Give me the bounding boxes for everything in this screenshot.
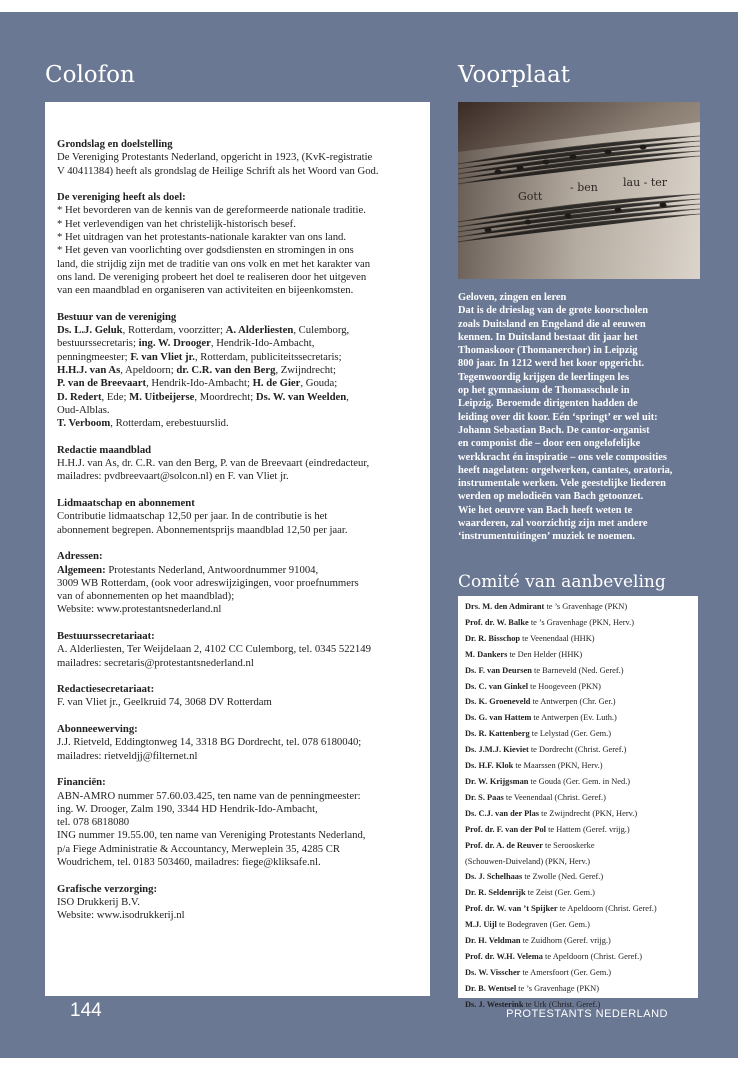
colofon-text: , bbox=[346, 390, 349, 403]
member-location: te Apeldoorn (Christ. Geref.) bbox=[557, 904, 657, 914]
member-location: te Bodegraven (Ger. Gem.) bbox=[496, 920, 590, 930]
member-name: Drs. M. den Admirant bbox=[465, 602, 545, 611]
member-location: te Hoogeveen (PKN) bbox=[528, 681, 601, 691]
member-name: Dr. W. Krijgsman bbox=[465, 776, 529, 786]
comite-member bbox=[465, 949, 694, 965]
colofon-text: Website: www.protestantsnederland.nl bbox=[57, 603, 222, 616]
colofon-text: A. Alderliesten bbox=[225, 324, 294, 337]
colofon-text: , Rotterdam, voorzitter; bbox=[122, 324, 226, 337]
colofon-line bbox=[57, 391, 419, 404]
colofon-text: 3009 WB Rotterdam, (ook voor adreswijzigingen, voor proefnummers bbox=[57, 576, 359, 589]
colofon-line bbox=[57, 909, 419, 922]
colofon-text: , Rotterdam, publiciteitssecretaris; bbox=[194, 350, 342, 363]
voorplaat-line: Leipzig. Beroemde dirigenten hadden de bbox=[458, 398, 638, 410]
comite-member bbox=[465, 631, 694, 647]
colofon-text: ing. W. Drooger, Zalm 190, 3344 HD Hendrik-Ido-Ambacht, bbox=[57, 802, 318, 815]
member-location: te Amersfoort (Ger. Gem.) bbox=[520, 967, 612, 977]
colofon-line bbox=[57, 284, 419, 297]
colofon-section bbox=[57, 550, 419, 616]
voorplaat-line: op het gymnasium de Thomasschule in bbox=[458, 385, 630, 397]
member-location: te Antwerpen (Ev. Luth.) bbox=[531, 713, 617, 723]
member-name: Prof. dr. F. van der Pol bbox=[465, 824, 546, 834]
member-name: Ds. J. Westerink bbox=[465, 999, 524, 1009]
voorplaat-line: Thomaskoor (Thomanerchor) in Leipzig bbox=[458, 345, 638, 357]
member-location: te Apeldoorn (Christ. Geref.) bbox=[542, 951, 643, 961]
voorplaat-line: kennen. In Duitsland bestaat dit jaar het bbox=[458, 331, 638, 343]
colofon-text: H.H.J. van As, dr. C.R. van den Berg, P. van de Breevaart (eindredacteur, bbox=[57, 457, 370, 470]
colofon-section-title: De vereniging heeft als doel: bbox=[57, 191, 186, 204]
colofon-text: Contributie lidmaatschap 12,50 per jaar. In de contributie is het bbox=[57, 510, 328, 523]
colofon-line bbox=[57, 417, 419, 430]
voorplaat-line: 800 jaar. In 1212 werd het koor opgericht. bbox=[458, 358, 645, 370]
colofon-text: mailadres: secretaris@protestantsnederland.nl bbox=[57, 656, 254, 669]
page-number: 144 bbox=[70, 1000, 102, 1021]
voorplaat-line: Johann Sebastian Bach. De cantor-organist bbox=[458, 424, 650, 436]
member-location: te Antwerpen (Chr. Ger.) bbox=[530, 697, 616, 707]
colofon-text: * Het verlevendigen van het christelijk-historisch besef. bbox=[57, 217, 296, 230]
member-location: te Gouda (Ger. Gem. in Ned.) bbox=[528, 776, 631, 786]
colofon-text: , Rotterdam, erebestuurslid. bbox=[110, 417, 229, 430]
colofon-line bbox=[57, 790, 419, 803]
colofon-section-title: Redactiesecretariaat: bbox=[57, 683, 155, 696]
comite-member bbox=[465, 854, 694, 870]
colofon-text: tel. 078 6818080 bbox=[57, 816, 130, 829]
colofon-text: ons land. De vereniging probeert het doel te realiseren door het uitgeven bbox=[57, 270, 367, 283]
voorplaat-line: en componist die – door een ongelofelijke bbox=[458, 438, 641, 450]
member-name: Ds. C.J. van der Plas bbox=[465, 808, 540, 818]
voorplaat-line: werkkracht én inspiratie – ons vele composities bbox=[458, 451, 667, 463]
voorplaat-line: ‘instrumentuitingen’ muziek te noemen. bbox=[458, 531, 636, 543]
colofon-text: * Het uitdragen van het protestants-nationale karakter van ons land. bbox=[57, 231, 347, 244]
voorplaat-line: Dat is de drieslag van de grote koorscholen bbox=[458, 305, 649, 317]
member-name: Dr. S. Paas bbox=[465, 792, 504, 802]
comite-member bbox=[465, 869, 694, 885]
member-name: Ds. W. Visscher bbox=[465, 967, 521, 977]
colofon-text: A. Alderliesten, Ter Weijdelaan 2, 4102 CC Culemborg, tel. 0345 522149 bbox=[57, 643, 371, 656]
member-name: Ds. J. Schelhaas bbox=[465, 872, 523, 882]
comite-member bbox=[465, 647, 694, 663]
colofon-line bbox=[57, 577, 419, 590]
colofon-text: Woudrichem, tel. 0183 503460, mailadres: fiege@kliksafe.nl. bbox=[57, 856, 321, 869]
colofon-section-title: Redactie maandblad bbox=[57, 443, 152, 456]
comite-member bbox=[465, 710, 694, 726]
comite-member bbox=[465, 726, 694, 742]
colofon-text: mailadres: rietveldjj@filternet.nl bbox=[57, 749, 198, 762]
colofon-text: bestuurssecretaris; bbox=[57, 337, 139, 350]
colofon-text: Website: www.isodrukkerij.nl bbox=[57, 909, 185, 922]
footer-label: PROTESTANTS NEDERLAND bbox=[506, 1008, 668, 1020]
colofon-line bbox=[57, 750, 419, 763]
voorplaat-line: Wie het oeuvre van Bach heeft weten te bbox=[458, 504, 633, 516]
comite-list bbox=[458, 596, 698, 1009]
magazine-page bbox=[0, 12, 738, 1058]
colofon-line bbox=[57, 271, 419, 284]
colofon-text: J.J. Rietveld, Eddingtonweg 14, 3318 BG Dordrecht, tel. 078 6180040; bbox=[57, 736, 362, 749]
voorplaat-line: instrumentale werken. Vele geestelijke liederen bbox=[458, 478, 666, 490]
voorplaat-line: waarderen, zal voorzichtig zijn met andere bbox=[458, 518, 648, 530]
lyric-gott: Gott bbox=[518, 190, 543, 203]
member-location: te Zwijndrecht (PKN, Herv.) bbox=[539, 808, 638, 818]
member-location: te Veenendaal (Christ. Geref.) bbox=[503, 792, 606, 802]
colofon-line bbox=[57, 377, 419, 390]
member-name: Prof. dr. W.H. Velema bbox=[465, 951, 543, 961]
colofon-text: , Culemborg, bbox=[293, 324, 350, 337]
comite-member bbox=[465, 822, 694, 838]
comite-member bbox=[465, 663, 694, 679]
member-location: te Den Helder (HHK) bbox=[507, 649, 583, 659]
member-name: Prof. dr. W. van ’t Spijker bbox=[465, 904, 558, 914]
comite-member bbox=[465, 774, 694, 790]
colofon-line bbox=[57, 324, 419, 337]
colofon-text: Ds. W. van Weelden bbox=[255, 390, 347, 403]
comite-member bbox=[465, 742, 694, 758]
colofon-text: T. Verboom bbox=[57, 417, 111, 430]
comite-heading: Comité van aanbeveling bbox=[458, 572, 666, 592]
voorplaat-line: Geloven, zingen en leren bbox=[458, 292, 567, 303]
colofon-section bbox=[57, 497, 419, 537]
member-location: te Barneveld (Ned. Geref.) bbox=[531, 665, 624, 675]
member-name: Ds. G. van Hattem bbox=[465, 713, 532, 723]
colofon-line bbox=[57, 470, 419, 483]
colofon-heading: Colofon bbox=[45, 62, 135, 88]
colofon-section bbox=[57, 138, 419, 178]
colofon-text: van een maandblad en organiseren van activiteiten en bijeenkomsten. bbox=[57, 284, 354, 297]
voorplaat-line: Tegenwoordig krijgen de leerlingen les bbox=[458, 371, 630, 383]
colofon-section bbox=[57, 683, 419, 710]
member-location: te Lelystad (Ger. Gem.) bbox=[529, 729, 612, 739]
comite-member bbox=[465, 806, 694, 822]
colofon-line bbox=[57, 643, 419, 656]
colofon-text: ING nummer 19.55.00, ten name van Vereniging Protestants Nederland, bbox=[57, 829, 366, 842]
colofon-text: ABN-AMRO nummer 57.60.03.425, ten name van de penningmeester: bbox=[57, 789, 361, 802]
comite-member bbox=[465, 981, 694, 997]
colofon-text: abonnement begrepen. Abonnementsprijs maandblad 12,50 per jaar. bbox=[57, 523, 348, 536]
colofon-section-title: Grondslag en doelstelling bbox=[57, 138, 173, 150]
colofon-line bbox=[57, 843, 419, 856]
colofon-text: V 40411384) heeft als grondslag de Heilige Schrift als het Woord van God. bbox=[57, 164, 379, 177]
colofon-section bbox=[57, 444, 419, 484]
member-name: Ds. K. Groeneveld bbox=[465, 697, 531, 707]
colofon-line bbox=[57, 829, 419, 842]
colofon-text: , Hendrik-Ido-Ambacht, bbox=[210, 337, 315, 350]
member-location: te ’s Gravenhage (PKN) bbox=[516, 983, 599, 993]
member-name: Dr. B. Wentsel bbox=[465, 983, 517, 993]
member-location: te Hattem (Geref. vrijg.) bbox=[545, 824, 630, 834]
colofon-text: * Het bevorderen van de kennis van de gereformeerde nationale traditie. bbox=[57, 204, 366, 217]
colofon-line bbox=[57, 856, 419, 869]
comite-member bbox=[465, 679, 694, 695]
colofon-section-title: Grafische verzorging: bbox=[57, 882, 158, 895]
colofon-text: dr. C.R. van den Berg bbox=[176, 364, 276, 377]
colofon-section bbox=[57, 883, 419, 923]
member-location: te Serooskerke bbox=[542, 840, 595, 850]
colofon-section-title: Abonneewerving: bbox=[57, 723, 138, 736]
colofon-text: ing. W. Drooger bbox=[138, 337, 211, 350]
colofon-section-title: Adressen: bbox=[57, 550, 103, 563]
colofon-section-title: Lidmaatschap en abonnement bbox=[57, 497, 195, 510]
colofon-text: van of abonnementen op het maandblad); bbox=[57, 590, 235, 603]
colofon-section bbox=[57, 311, 419, 431]
member-location: te Zeist (Ger. Gem.) bbox=[525, 888, 595, 898]
comite-member bbox=[465, 790, 694, 806]
comite-member bbox=[465, 615, 694, 631]
colofon-section-title: Bestuurssecretariaat: bbox=[57, 629, 155, 642]
lyric-lauter: lau - ter bbox=[623, 176, 668, 189]
comite-member bbox=[465, 758, 694, 774]
colofon-text: , Hendrik-Ido-Ambacht; bbox=[146, 377, 253, 390]
colofon-text: Algemeen: bbox=[57, 563, 106, 576]
colofon-section bbox=[57, 723, 419, 763]
colofon-text: D. Redert bbox=[57, 390, 102, 403]
colofon-line bbox=[57, 590, 419, 603]
colofon-text: De Vereniging Protestants Nederland, opgericht in 1923, (KvK-registratie bbox=[57, 151, 373, 164]
comite-member bbox=[465, 694, 694, 710]
colofon-line bbox=[57, 231, 419, 244]
colofon-line bbox=[57, 218, 419, 231]
member-location: te Dordrecht (Christ. Geref.) bbox=[528, 745, 627, 755]
colofon-text: M. Uitbeijerse bbox=[129, 390, 195, 403]
member-location: te Veenendaal (HHK) bbox=[520, 633, 595, 643]
colofon-line bbox=[57, 165, 419, 178]
colofon-line bbox=[57, 736, 419, 749]
member-name: Prof. dr. A. de Reuver bbox=[465, 840, 543, 850]
colofon-line bbox=[57, 603, 419, 616]
colofon-line bbox=[57, 244, 419, 257]
comite-member bbox=[465, 933, 694, 949]
colofon-text: , Gouda; bbox=[300, 377, 338, 390]
colofon-text: ISO Drukkerij B.V. bbox=[57, 895, 140, 908]
lyric-ben: - ben bbox=[570, 181, 598, 194]
member-location: te ’s Gravenhage (PKN, Herv.) bbox=[528, 617, 635, 627]
colofon-section-title: Bestuur van de vereniging bbox=[57, 310, 177, 323]
colofon-panel bbox=[45, 102, 430, 996]
colofon-line bbox=[57, 524, 419, 537]
colofon-line bbox=[57, 204, 419, 217]
colofon-line bbox=[57, 457, 419, 470]
colofon-text: p/a Fiege Administratie & Accountancy, Merweplein 35, 4285 CR bbox=[57, 842, 341, 855]
member-location: (Schouwen-Duiveland) (PKN, Herv.) bbox=[465, 856, 591, 866]
voorplaat-heading: Voorplaat bbox=[458, 62, 570, 88]
colofon-line bbox=[57, 351, 419, 364]
member-name: Ds. H.F. Klok bbox=[465, 761, 514, 771]
colofon-text: P. van de Breevaart bbox=[57, 377, 147, 390]
member-name: Ds. C. van Ginkel bbox=[465, 681, 529, 691]
colofon-section bbox=[57, 191, 419, 297]
comite-member bbox=[465, 838, 694, 854]
member-location: te Maarssen (PKN, Herv.) bbox=[513, 761, 603, 771]
voorplaat-description bbox=[458, 291, 708, 544]
colofon-text: land, die strijdig zijn met de traditie van ons volk en met het karakter van bbox=[57, 257, 371, 270]
colofon-text: penningmeester; bbox=[57, 350, 131, 363]
comite-member bbox=[465, 901, 694, 917]
colofon-text: , Apeldoorn; bbox=[120, 364, 177, 377]
colofon-line bbox=[57, 816, 419, 829]
member-location: te Zwolle (Ned. Geref.) bbox=[522, 872, 604, 882]
colofon-line bbox=[57, 364, 419, 377]
voorplaat-line: leiding over dit koor. Eén ‘springt’ er wel uit: bbox=[458, 411, 658, 423]
colofon-text: Protestants Nederland, Antwoordnummer 91004, bbox=[105, 563, 319, 576]
cover-photo-sheet-music bbox=[458, 102, 700, 279]
colofon-text: H.H.J. van As bbox=[57, 364, 121, 377]
colofon-text: F. van Vliet jr., Geelkruid 74, 3068 DV Rotterdam bbox=[57, 696, 272, 709]
colofon-section-title: Financiën: bbox=[57, 776, 106, 789]
member-name: Prof. dr. W. Balke bbox=[465, 617, 529, 627]
member-name: Ds. R. Kattenberg bbox=[465, 729, 530, 739]
voorplaat-line: werden op melodieën van Bach getoonzet. bbox=[458, 491, 644, 503]
colofon-text: F. van Vliet jr. bbox=[130, 350, 195, 363]
colofon-text: Oud-Alblas. bbox=[57, 403, 110, 416]
member-name: M.J. Uijl bbox=[465, 920, 497, 930]
member-name: Dr. H. Veldman bbox=[465, 936, 521, 946]
colofon-line bbox=[57, 510, 419, 523]
member-location: te ’s Gravenhage (PKN) bbox=[544, 602, 628, 611]
colofon-line bbox=[57, 404, 419, 417]
colofon-text: Ds. L.J. Geluk bbox=[57, 324, 123, 337]
colofon-section bbox=[57, 776, 419, 869]
comite-member bbox=[465, 599, 694, 615]
member-name: M. Dankers bbox=[465, 649, 508, 659]
colofon-line bbox=[57, 258, 419, 271]
member-location: te Zuidhorn (Geref. vrijg.) bbox=[520, 936, 611, 946]
colofon-text: , Moordrecht; bbox=[194, 390, 256, 403]
member-location: te Urk (Christ. Geref.) bbox=[523, 999, 601, 1009]
member-name: Dr. R. Seldenrijk bbox=[465, 888, 526, 898]
comite-member bbox=[465, 885, 694, 901]
colofon-line bbox=[57, 803, 419, 816]
colofon-text: * Het geven van voorlichting over godsdiensten en stromingen in ons bbox=[57, 244, 354, 257]
colofon-line bbox=[57, 657, 419, 670]
colofon-line bbox=[57, 151, 419, 164]
colofon-line bbox=[57, 896, 419, 909]
sheet-music-illustration bbox=[458, 102, 700, 279]
colofon-text: mailadres: pvdbreevaart@solcon.nl) en F. van Vliet jr. bbox=[57, 470, 289, 483]
voorplaat-line: zoals Duitsland en Engeland die al eeuwen bbox=[458, 318, 646, 330]
voorplaat-line: heeft nagelaten: orgelwerken, cantates, oratoria, bbox=[458, 464, 673, 476]
colofon-line bbox=[57, 564, 419, 577]
colofon-section bbox=[57, 630, 419, 670]
member-name: Ds. J.M.J. Kieviet bbox=[465, 745, 529, 755]
colofon-text: H. de Gier bbox=[252, 377, 301, 390]
colofon-line bbox=[57, 696, 419, 709]
comite-member bbox=[465, 965, 694, 981]
comite-member bbox=[465, 917, 694, 933]
colofon-text: , Zwijndrecht; bbox=[275, 364, 336, 377]
member-name: Dr. R. Bisschop bbox=[465, 633, 521, 643]
member-name: Ds. F. van Deursen bbox=[465, 665, 532, 675]
colofon-text: , Ede; bbox=[101, 390, 130, 403]
colofon-line bbox=[57, 337, 419, 350]
